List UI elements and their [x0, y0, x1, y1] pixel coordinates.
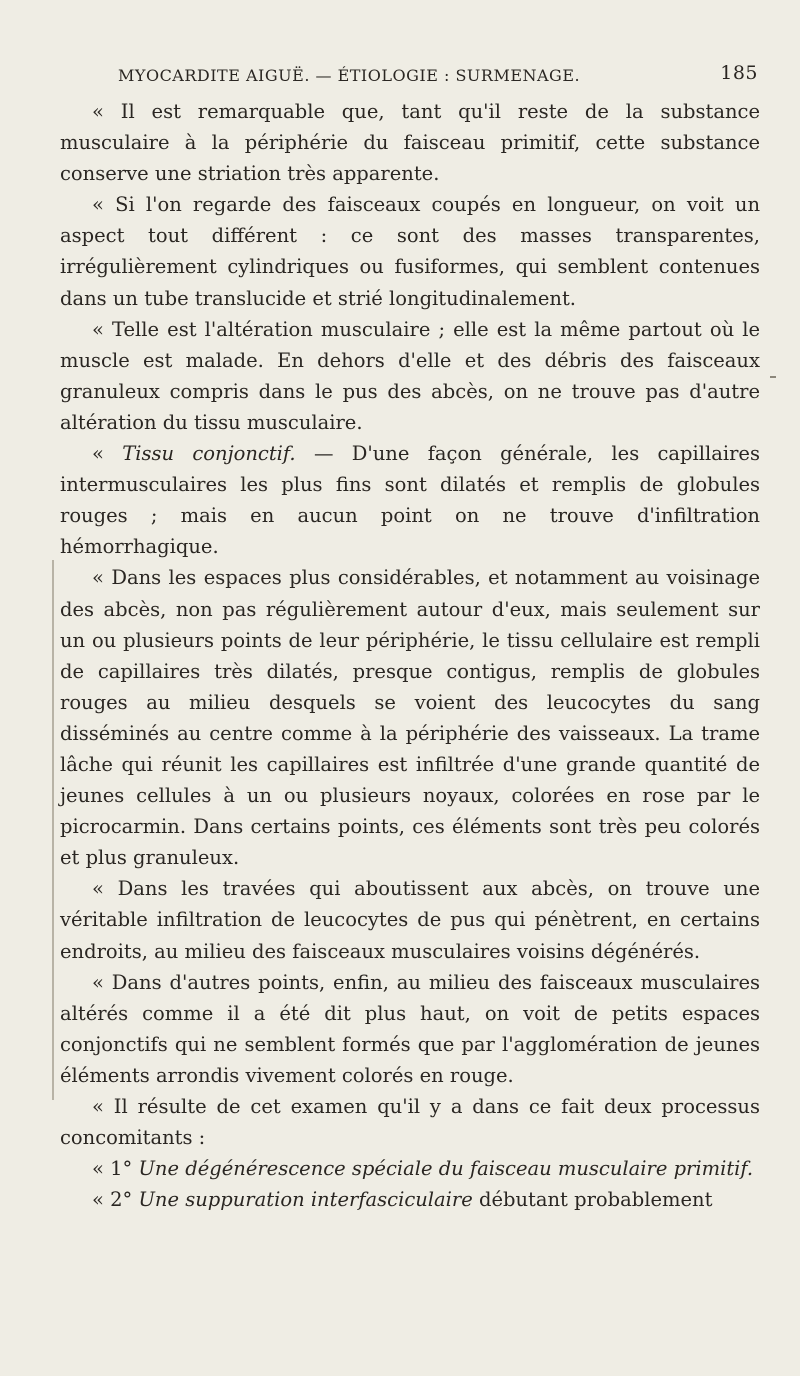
list-item-2-text: débutant probablement: [472, 1188, 713, 1212]
page-number: 185: [720, 62, 758, 84]
paragraph-1: « Il est remarquable que, tant qu'il reste de la substance musculaire à la périphérie du faisceau primitif, cette substance conserve une striation très apparente.: [60, 100, 760, 186]
quote-mark: «: [92, 442, 123, 466]
list-item-1: [60, 1153, 760, 1184]
list-item-1-text: Une dégénérescence spéciale du faisceau musculaire primitif.: [138, 1157, 754, 1181]
section-heading-tissu-conjonctif: Tissu conjonctif.: [122, 442, 296, 466]
paragraph-4: [60, 438, 760, 562]
list-item-2: [60, 1184, 760, 1215]
running-head-title: MYOCARDITE AIGUË. — ÉTIOLOGIE : SURMENAGE.: [118, 66, 581, 85]
list-item-2-italic: Une suppuration interfasciculaire: [138, 1188, 473, 1212]
paragraph-5: « Dans les espaces plus considérables, et notamment au voisinage des abcès, non pas régulièrement autour d'eux, mais seulement sur un ou plusieurs points de leur périphérie, le tissu cellulaire est rempli de capillaires très dilatés, presque contigus, remplis de globules rouges au milieu desquels se voient des leucocytes du sang disséminés au centre comme à la périphérie des vaisseaux. La trame lâche qui réunit les capillaires est infiltrée d'une grande quantité de jeunes cellules à un ou plusieurs noyaux, colorées en rose par le picrocarmin. Dans certains points, ces éléments sont très peu colorés et plus granuleux.: [60, 566, 760, 870]
paragraph-3: « Telle est l'altération musculaire ; elle est la même partout où le muscle est malade. En dehors d'elle et des débris des faisceaux granuleux compris dans le pus des abcès, on ne trouve pas d'autre altération du tissu musculaire.: [60, 317, 760, 434]
body-text: [60, 96, 760, 1215]
list-item-2-number: « 2°: [92, 1188, 139, 1212]
gutter-shadow: [52, 560, 54, 1100]
paragraph-6: « Dans les travées qui aboutissent aux abcès, on trouve une véritable infiltration de leucocytes de pus qui pénètrent, en certains endroits, au milieu des faisceaux musculaires voisins dégénérés.: [60, 877, 760, 963]
margin-mark: [770, 376, 776, 378]
paragraph-2: « Si l'on regarde des faisceaux coupés en longueur, on voit un aspect tout différent : ce sont des masses transparentes, irrégulièrement cylindriques ou fusiformes, qui semblent contenues dans un tube translucide et strié longitudinalement.: [60, 193, 760, 310]
paragraph-8: « Il résulte de cet examen qu'il y a dans ce fait deux processus concomitants :: [60, 1095, 760, 1150]
list-item-1-number: « 1°: [92, 1157, 139, 1181]
paragraph-7: « Dans d'autres points, enfin, au milieu des faisceaux musculaires altérés comme il a été dit plus haut, on voit de petits espaces conjonctifs qui ne semblent formés que par l'agglomération de jeunes éléments arrondis vivement colorés en rouge.: [60, 970, 760, 1087]
running-head: [118, 62, 758, 88]
paragraph-4-text: — D'une façon générale, les capillaires intermusculaires les plus fins sont dilatés et remplis de globules rouges ; mais en aucun point on ne trouve d'infiltration hémorrhagique.: [60, 442, 760, 559]
